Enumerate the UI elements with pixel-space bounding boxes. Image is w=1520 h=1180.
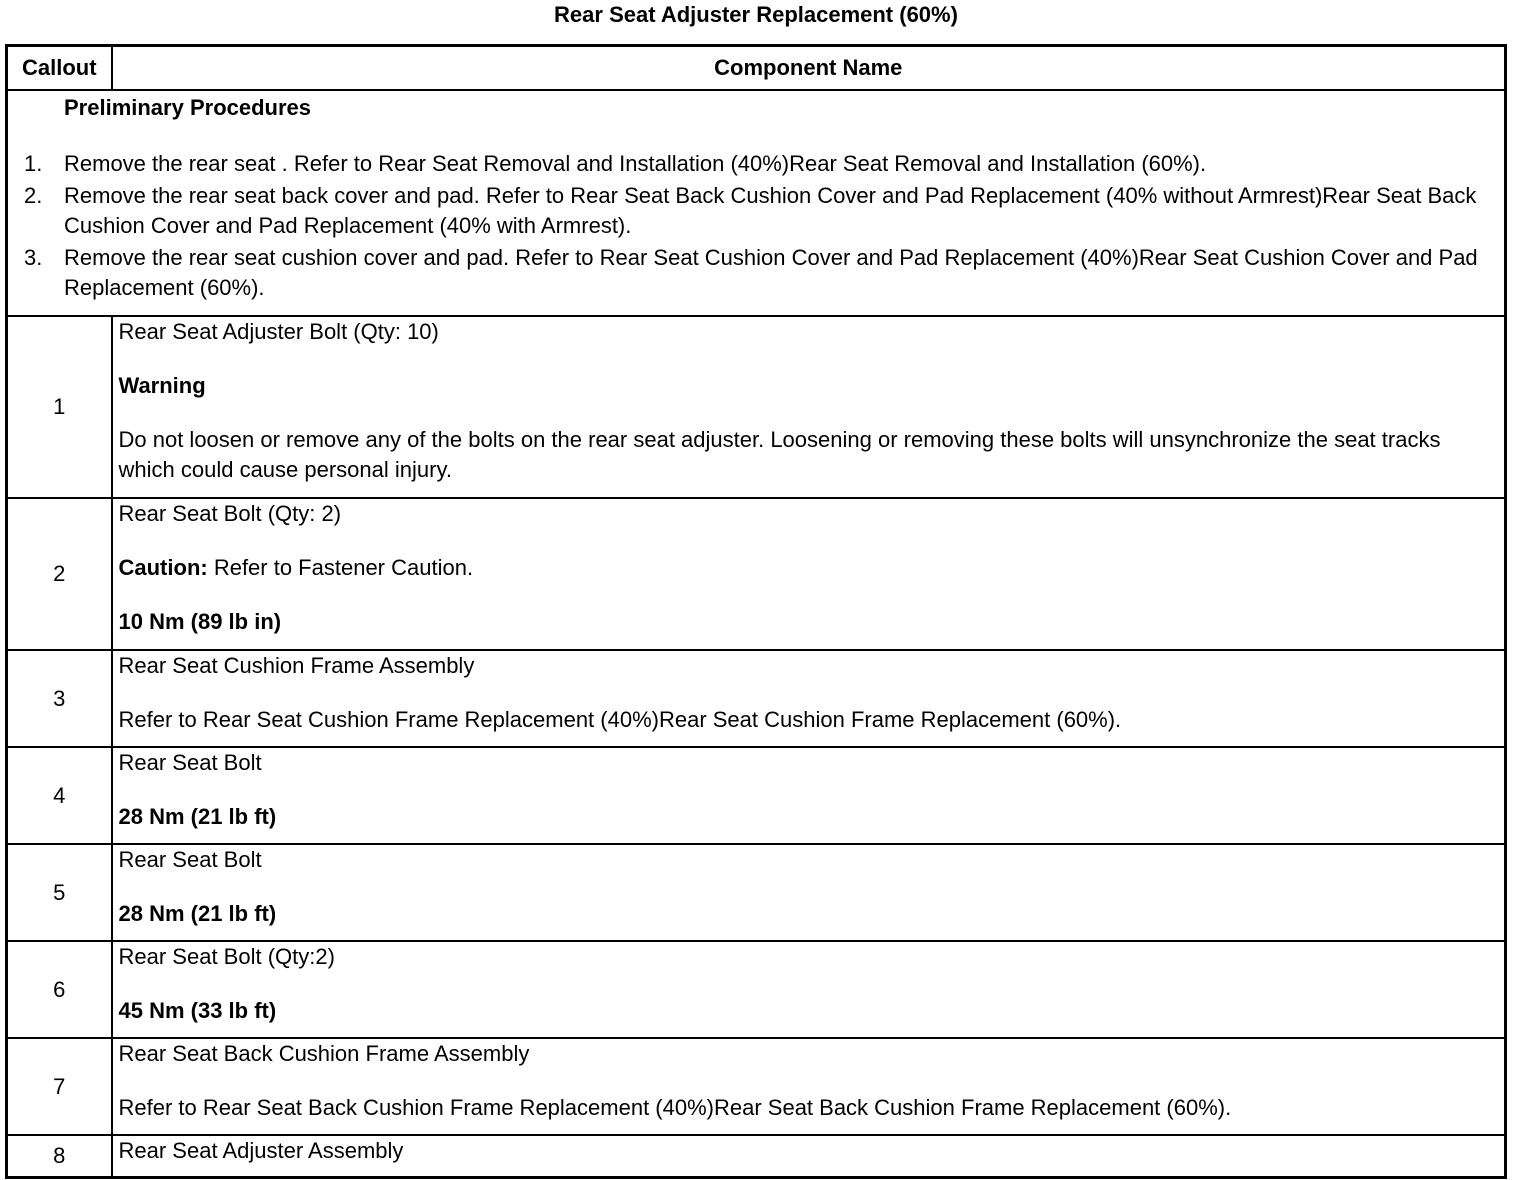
component-table [5,44,1507,1179]
warning-label: Warning [118,373,206,398]
reference-note: Refer to Rear Seat Cushion Frame Replacement (40%)Rear Seat Cushion Frame Replacement (60%). [118,707,1122,732]
component-cell [112,1038,1506,1135]
caution-text: Refer to Fastener Caution. [207,555,474,580]
component-name: Rear Seat Bolt [118,750,262,775]
reference-note: Refer to Rear Seat Back Cushion Frame Replacement (40%)Rear Seat Back Cushion Frame Replacement (60%). [118,1095,1232,1120]
component-name-column-header: Component Name [112,46,1506,91]
callout-number: 5 [7,844,112,941]
callout-number: 6 [7,941,112,1038]
step-text: Remove the rear seat . Refer to Rear Seat Removal and Installation (40%)Rear Seat Removal and Installation (60%). [64,151,1207,176]
callout-column-header: Callout [7,46,112,91]
table-header-row [7,46,1506,91]
table-row [7,1135,1506,1177]
torque-spec: 28 Nm (21 lb ft) [118,804,277,829]
warning-text: Do not loosen or remove any of the bolts on the rear seat adjuster. Loosening or removing these bolts will unsynchronize the seat tracks which could cause personal injury. [118,427,1441,482]
preliminary-step [24,181,1496,241]
caution-label: Caution: [118,555,208,580]
torque-spec: 10 Nm (89 lb in) [118,609,282,634]
step-number: 2. [24,183,43,208]
preliminary-step [24,243,1496,303]
callout-number: 7 [7,1038,112,1135]
table-row [7,844,1506,941]
preliminary-procedures-title: Preliminary Procedures [64,95,312,120]
table-row [7,941,1506,1038]
document-title: Rear Seat Adjuster Replacement (60%) [554,2,958,27]
callout-number: 4 [7,747,112,844]
table-row [7,498,1506,650]
component-cell [112,844,1506,941]
preliminary-steps-list [14,149,1496,303]
callout-number: 1 [7,316,112,498]
component-name: Rear Seat Back Cushion Frame Assembly [118,1041,530,1066]
callout-number: 2 [7,498,112,650]
torque-spec: 45 Nm (33 lb ft) [118,998,277,1023]
component-cell [112,1135,1506,1177]
table-row [7,1038,1506,1135]
step-number: 1. [24,151,43,176]
preliminary-procedures-cell [7,90,1506,316]
step-text: Remove the rear seat cushion cover and pad. Refer to Rear Seat Cushion Cover and Pad Replacement (40%)Rear Seat Cushion Cover and Pad Replacement (60%). [64,245,1478,300]
torque-spec: 28 Nm (21 lb ft) [118,901,277,926]
table-row [7,316,1506,498]
component-cell [112,941,1506,1038]
preliminary-procedures-row [7,90,1506,316]
component-cell [112,316,1506,498]
component-name: Rear Seat Bolt (Qty: 2) [118,501,342,526]
component-name: Rear Seat Bolt [118,847,262,872]
step-number: 3. [24,245,43,270]
caution-line [119,553,1499,583]
component-cell [112,747,1506,844]
table-row [7,747,1506,844]
component-cell [112,498,1506,650]
component-name: Rear Seat Adjuster Assembly [118,1138,404,1163]
component-cell [112,650,1506,747]
step-text: Remove the rear seat back cover and pad. Refer to Rear Seat Back Cushion Cover and Pad Replacement (40% without Armrest)Rear Seat Back Cushion Cover and Pad Replacement (40% with Armrest). [64,183,1477,238]
callout-number: 3 [7,650,112,747]
component-name: Rear Seat Cushion Frame Assembly [118,653,475,678]
component-name: Rear Seat Adjuster Bolt (Qty: 10) [118,319,439,344]
table-row [7,650,1506,747]
preliminary-step [24,149,1496,179]
callout-number: 8 [7,1135,112,1177]
component-name: Rear Seat Bolt (Qty:2) [118,944,335,969]
